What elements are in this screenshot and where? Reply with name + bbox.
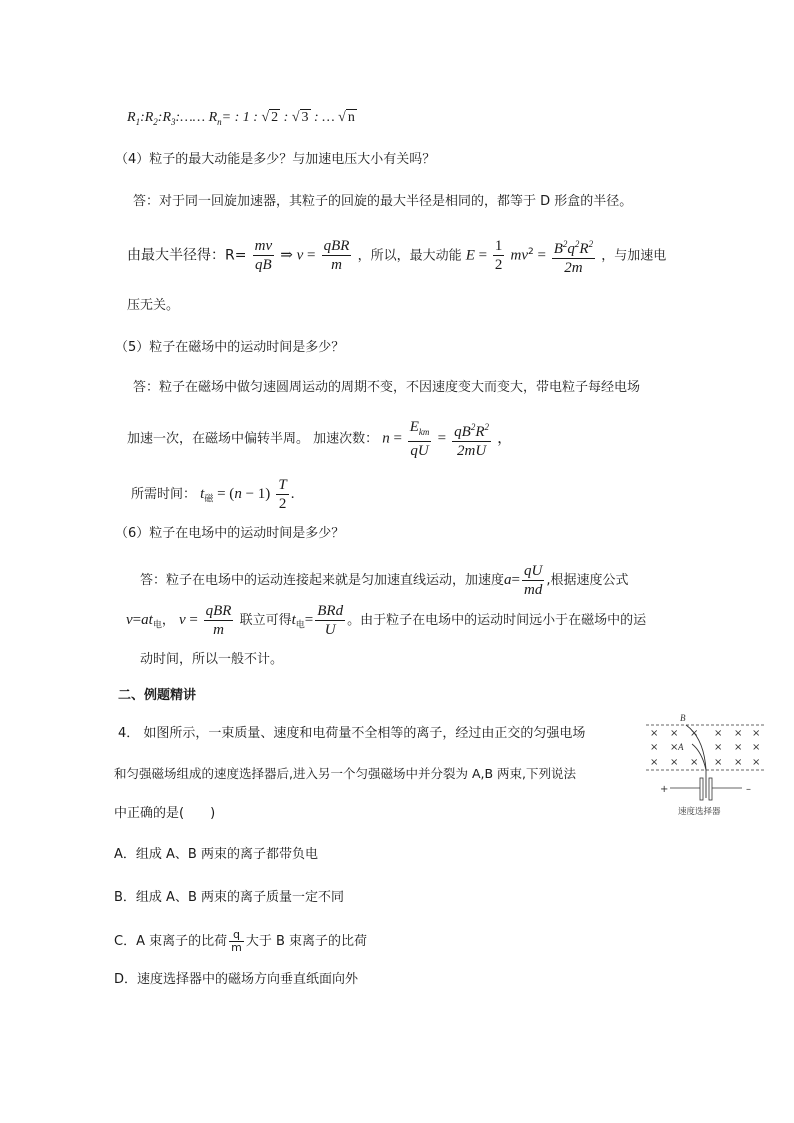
q6-tail: 动时间，所以一般不计。 <box>140 652 284 667</box>
option-a[interactable]: A．组成 A、B 两束的离子都带负电 <box>114 847 318 862</box>
svg-text:×: × <box>670 757 679 768</box>
svg-text:×: × <box>650 742 659 753</box>
q5-heading: （5）粒子在磁场中的运动时间是多少？ <box>115 340 345 355</box>
q6-answer: 答：粒子在电场中的运动连接起来就是匀加速直线运动，加速度a= $\frac{qU}{md}$ ,根据速度公式 <box>140 563 629 598</box>
velocity-selector-figure <box>640 708 770 820</box>
q5-count-line: 加速一次，在磁场中偏转半周。 加速次数： n = $\frac{E_{km}}{qU}$ = $\frac{qB^2R^2}{2mU}$ ， <box>127 419 513 459</box>
section-title: 二、例题精讲 <box>118 688 197 703</box>
label-b: B <box>680 713 686 723</box>
svg-text:×: × <box>650 757 659 768</box>
svg-text:×: × <box>734 742 743 753</box>
ratio-line: $R_1:R_2:R_3:\dots\dots$ $R_n=$ : 1 : √ 2 : √ 3 : … √ n <box>127 110 355 127</box>
q4-heading: （4）粒子的最大动能是多少？与加速电压大小有关吗？ <box>115 152 436 167</box>
plus-sign: + <box>660 784 669 795</box>
minus-sign: – <box>746 784 751 795</box>
svg-text:×: × <box>650 728 659 739</box>
svg-text:×: × <box>714 757 723 768</box>
svg-text:×: × <box>690 757 699 768</box>
svg-text:×: × <box>690 728 699 739</box>
problem-line-3: 中正确的是( ) <box>114 806 216 821</box>
option-c[interactable]: C．A 束离子的比荷 $\frac{q}{m}$ 大于 B 束离子的比荷 <box>114 928 368 954</box>
svg-text:×: × <box>670 742 679 753</box>
svg-text:×: × <box>734 757 743 768</box>
label-a: A <box>678 742 684 752</box>
figure-caption: 速度选择器 <box>678 807 721 817</box>
q5-answer: 答：粒子在磁场中做匀速圆周运动的周期不变，不因速度变大而变大，带电粒子每经电场 <box>133 380 641 395</box>
problem-line-1: 4． 如图所示，一束质量、速度和电荷量不全相等的离子，经过由正交的匀强电场 <box>118 726 586 741</box>
svg-text:×: × <box>752 757 761 768</box>
svg-text:×: × <box>734 728 743 739</box>
q6-velocity-line: $v=at_电$， v = $\frac{\text{qBR}}{m}$ 联立可得$t_电=$ $\frac{\text{BRd}}{U}$ 。由于粒子在电场中的运动时间远小于在磁场中的运 <box>126 603 647 638</box>
svg-text:×: × <box>752 742 761 753</box>
option-d[interactable]: D．速度选择器中的磁场方向垂直纸面向外 <box>114 972 359 987</box>
q4-formula-line: 由最大半径得：R= $\frac{mv}{qB}$ ⇒ v = $\frac{\text{qBR}}{m}$ ，所以，最大动能 E = $\frac{1}{2}$ $mv^2$ = $\frac{B^2q^2R^2}{2m}$ ，与加速电 <box>127 232 666 277</box>
q5-time-line: 所需时间： $t_磁 = (n - 1)$ $\frac{T}{2}$ . <box>131 477 295 512</box>
q4-tail: 压无关。 <box>127 298 180 313</box>
problem-line-2: 和匀强磁场组成的速度选择器后,进入另一个匀强磁场中并分裂为 A,B 两束,下列说法 <box>114 766 576 781</box>
svg-text:×: × <box>752 728 761 739</box>
svg-text:×: × <box>670 728 679 739</box>
q6-heading: （6）粒子在电场中的运动时间是多少？ <box>115 526 345 541</box>
svg-text:×: × <box>714 742 723 753</box>
option-b[interactable]: B．组成 A、B 两束的离子质量一定不同 <box>114 890 344 905</box>
svg-text:×: × <box>714 728 723 739</box>
q4-answer: 答：对于同一回旋加速器，其粒子的回旋的最大半径是相同的，都等于 D 形盒的半径。 <box>133 194 633 209</box>
